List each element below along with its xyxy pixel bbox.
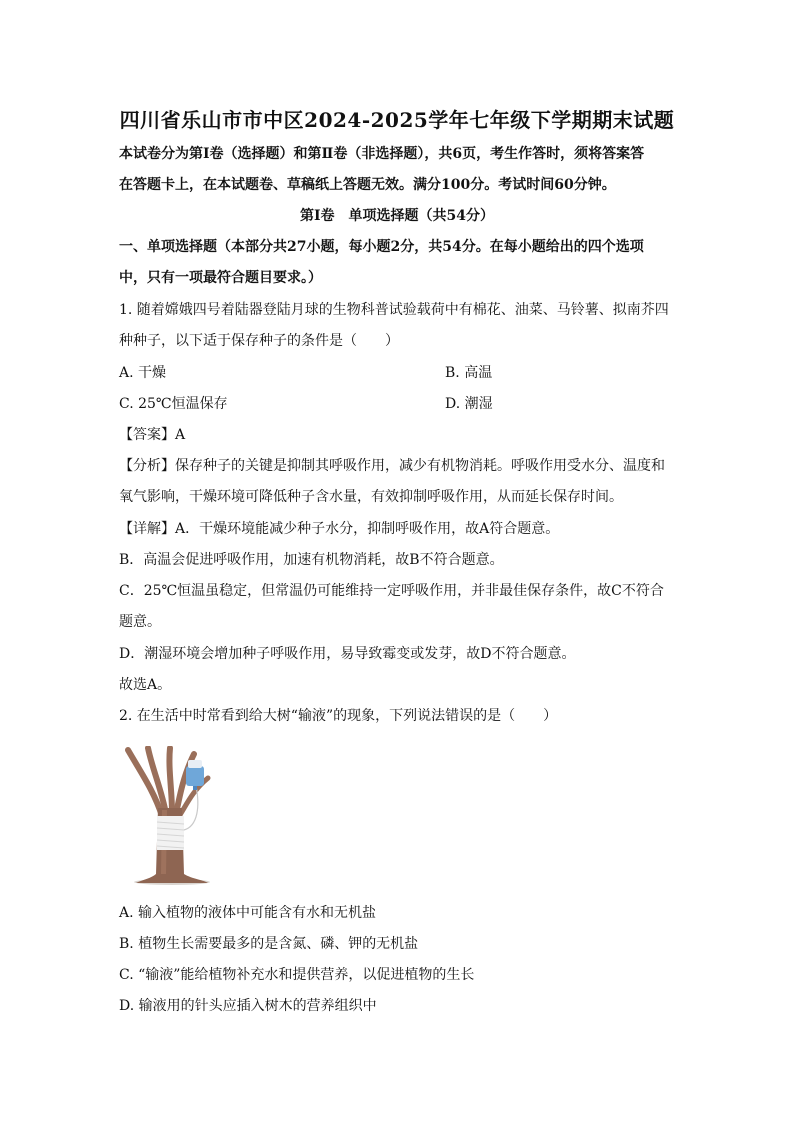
q1-conclusion: 故选A。 bbox=[119, 677, 172, 693]
q1-detail-line-1: 【详解】A．干燥环境能减少种子水分，抑制呼吸作用，故A符合题意。 bbox=[119, 521, 560, 537]
intro-line-2: 在答题卡上，在本试题卷、草稿纸上答题无效。满分100分。考试时间60分钟。 bbox=[119, 177, 616, 193]
q1-option-c: C. 25℃恒温保存 bbox=[119, 396, 228, 412]
q2-option-b: B. 植物生长需要最多的是含氮、磷、钾的无机盐 bbox=[119, 936, 419, 952]
q1-option-d: D. 潮湿 bbox=[445, 396, 493, 412]
q1-option-b: B. 高温 bbox=[445, 365, 493, 381]
q2-option-c: C. “输液”能给植物补充水和提供营养，以促进植物的生长 bbox=[119, 967, 475, 983]
q2-stem: 2. 在生活中时常看到给大树“输液”的现象，下列说法错误的是（ ） bbox=[119, 708, 558, 724]
q1-detail-line-2: B．高温会促进呼吸作用，加速有机物消耗，故B不符合题意。 bbox=[119, 552, 504, 568]
tree-infusion-icon bbox=[122, 746, 214, 886]
page-title: 四川省乐山市市中区2024-2025学年七年级下学期期末试题 bbox=[119, 108, 675, 132]
q1-analysis-line-2: 氧气影响，干燥环境可降低种子含水量，有效抑制呼吸作用，从而延长保存时间。 bbox=[119, 489, 623, 505]
part-heading-line-1: 一、单项选择题（本部分共27小题，每小题2分，共54分。在每小题给出的四个选项 bbox=[119, 239, 644, 255]
section-heading: 第Ⅰ卷 单项选择题（共54分） bbox=[299, 208, 495, 224]
q1-analysis-line-1: 【分析】保存种子的关键是抑制其呼吸作用，减少有机物消耗。呼吸作用受水分、温度和 bbox=[119, 458, 665, 474]
q1-detail-line-3: C．25℃恒温虽稳定，但常温仍可能维持一定呼吸作用，并非最佳保存条件，故C不符合 bbox=[119, 583, 664, 599]
q1-detail-line-4: 题意。 bbox=[119, 614, 161, 630]
intro-line-1: 本试卷分为第Ⅰ卷（选择题）和第Ⅱ卷（非选择题），共6页，考生作答时，须将答案答 bbox=[119, 146, 645, 162]
q2-option-d: D. 输液用的针头应插入树木的营养组织中 bbox=[119, 998, 377, 1014]
q1-answer: 【答案】A bbox=[119, 427, 186, 443]
q1-option-a: A. 干燥 bbox=[119, 365, 167, 381]
q2-option-a: A. 输入植物的液体中可能含有水和无机盐 bbox=[119, 905, 377, 921]
tree-infusion-figure bbox=[122, 746, 214, 886]
part-heading-line-2: 中，只有一项最符合题目要求。） bbox=[119, 270, 322, 286]
q1-stem-line-1: 1. 随着嫦娥四号着陆器登陆月球的生物科普试验载荷中有棉花、油菜、马铃薯、拟南芥四 bbox=[119, 302, 669, 318]
q1-stem-line-2: 种种子，以下适于保存种子的条件是（ ） bbox=[119, 333, 399, 349]
q1-detail-line-5: D．潮湿环境会增加种子呼吸作用，易导致霉变或发芽，故D不符合题意。 bbox=[119, 646, 576, 662]
